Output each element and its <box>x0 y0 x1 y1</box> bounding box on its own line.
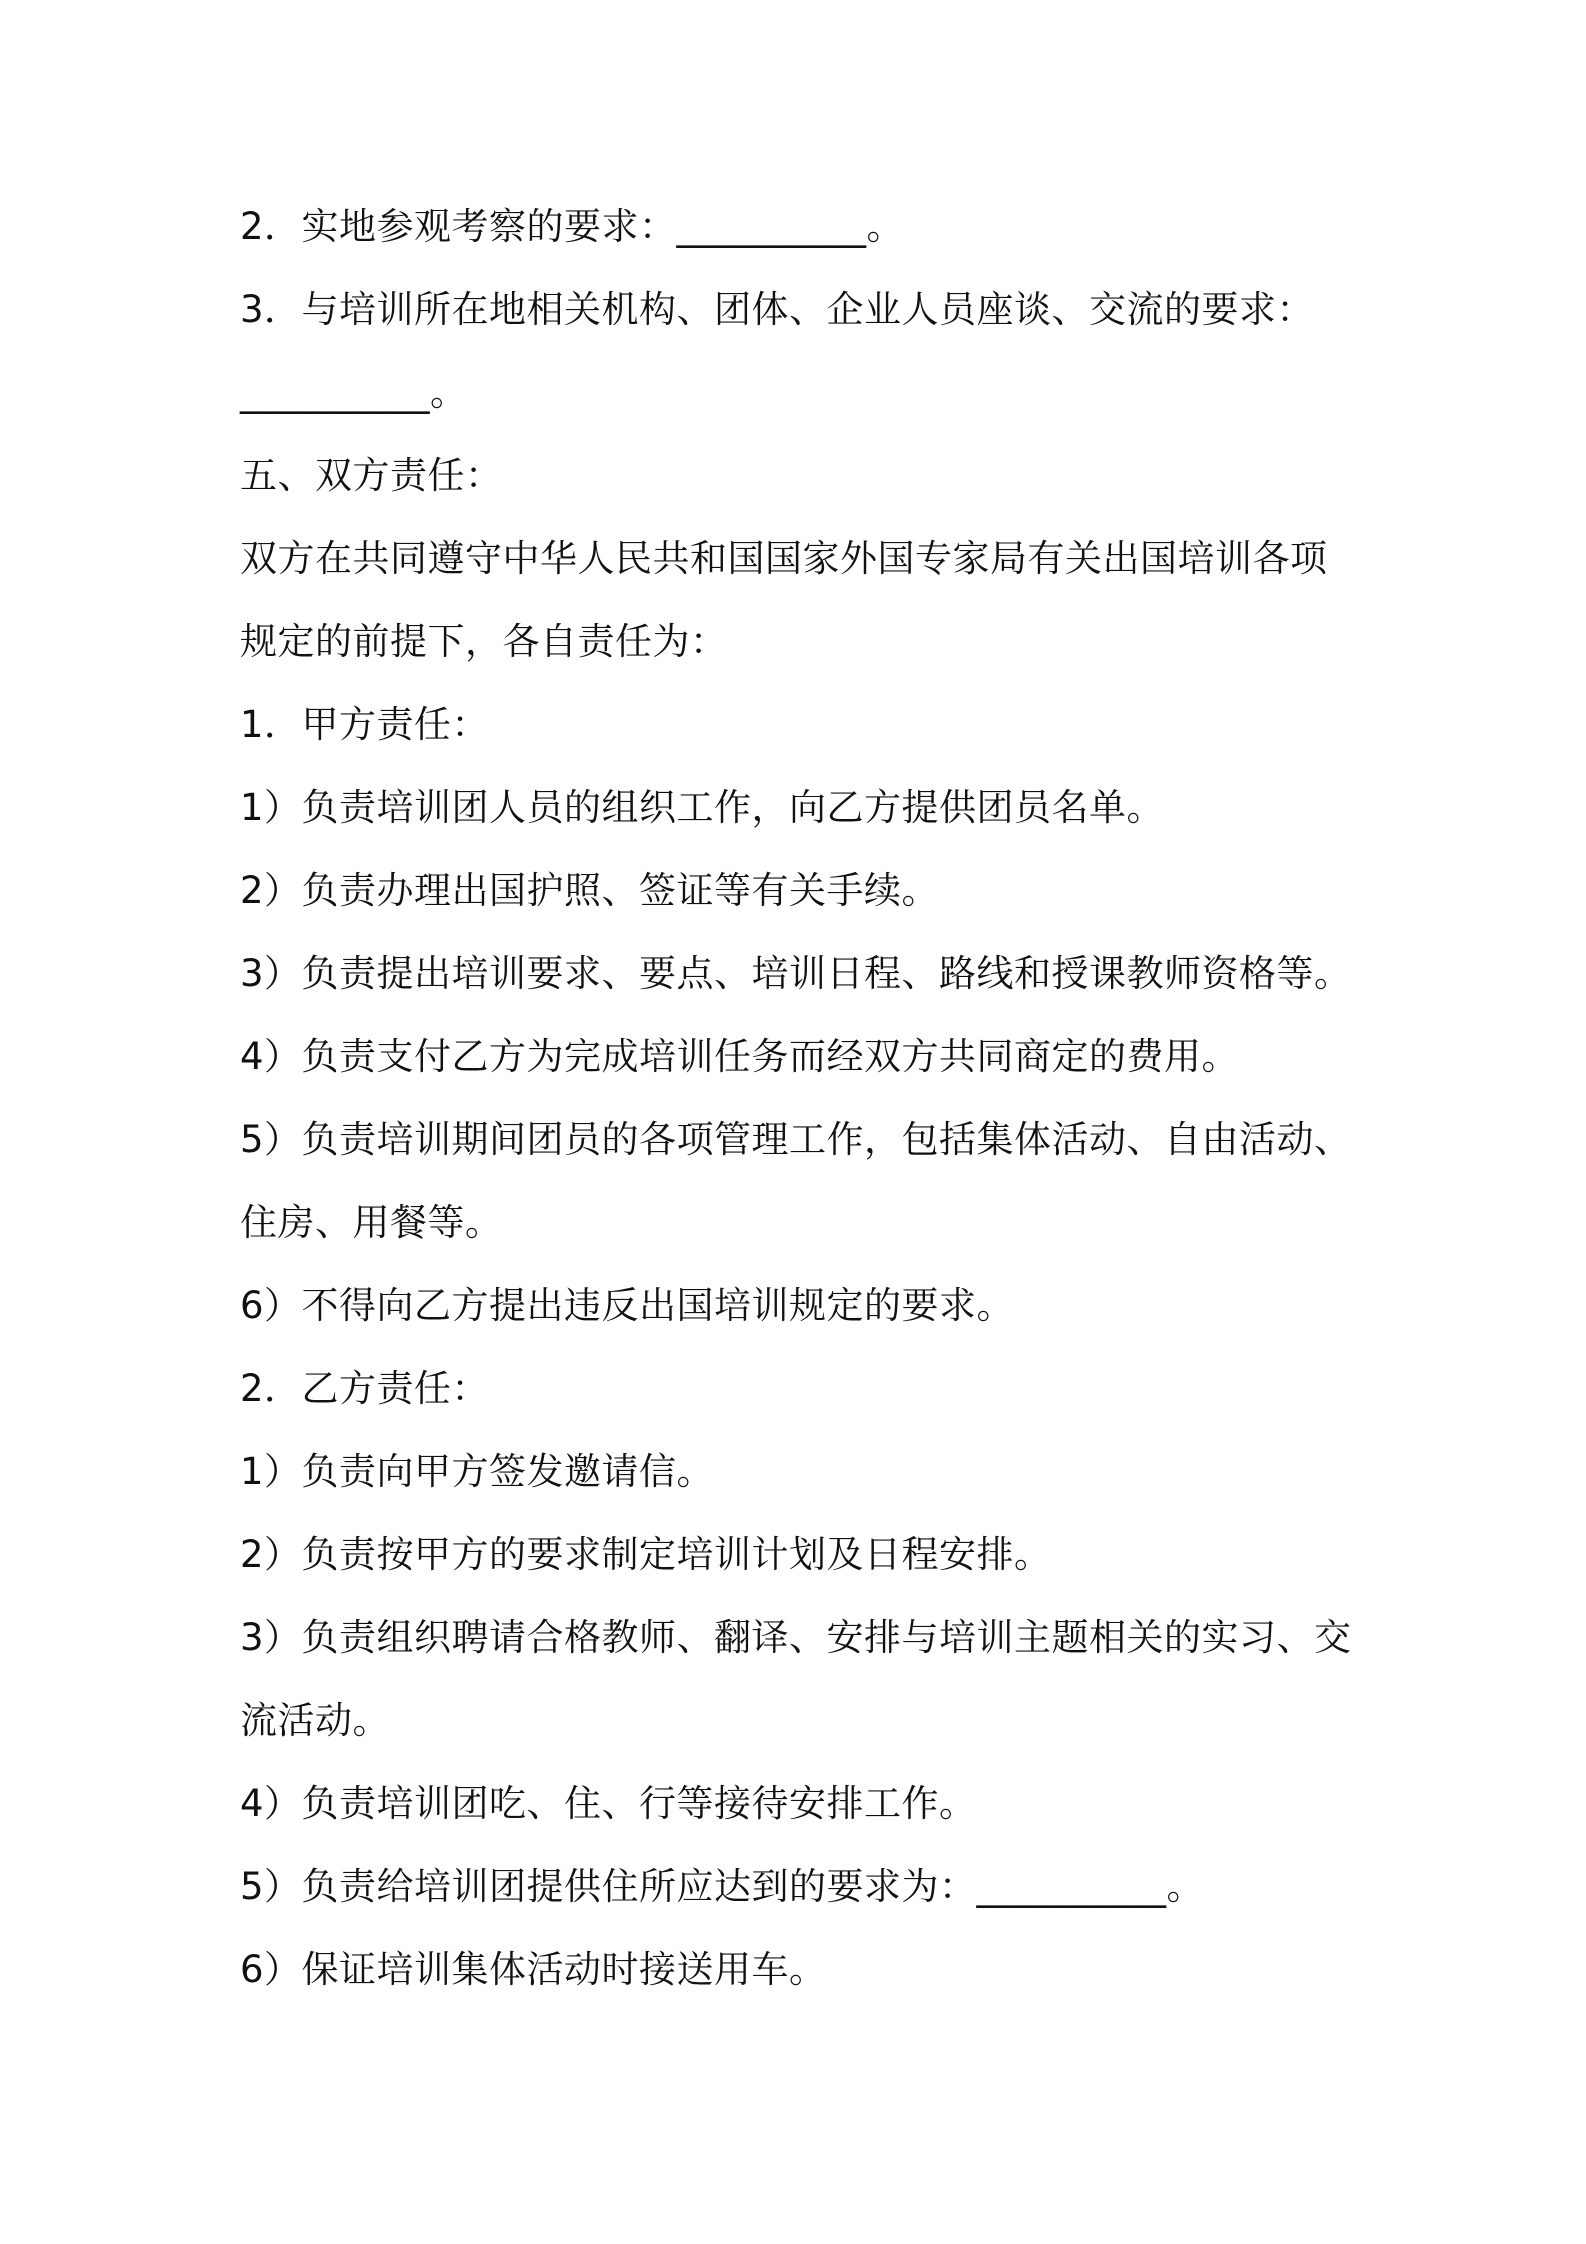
party-b-item-3-cont: 流活动。 <box>240 1699 390 1742</box>
subheading-party-a: 1．甲方责任： <box>240 703 490 746</box>
text-line-site-visit: 2．实地参观考察的要求：__________。 <box>240 205 905 248</box>
party-b-item-5: 5）负责给培训团提供住所应达到的要求为：__________。 <box>240 1865 1205 1908</box>
party-a-item-6: 6）不得向乙方提出违反出国培训规定的要求。 <box>240 1284 1015 1327</box>
text-line-intro-2: 规定的前提下，各自责任为： <box>240 620 728 663</box>
party-a-item-1: 1）负责培训团人员的组织工作，向乙方提供团员名单。 <box>240 786 1165 829</box>
text-line-exchange-requirement: 3．与培训所在地相关机构、团体、企业人员座谈、交流的要求： <box>240 288 1315 331</box>
party-b-item-6: 6）保证培训集体活动时接送用车。 <box>240 1948 827 1991</box>
text-line-intro-1: 双方在共同遵守中华人民共和国国家外国专家局有关出国培训各项 <box>240 537 1328 580</box>
party-b-item-4: 4）负责培训团吃、住、行等接待安排工作。 <box>240 1782 977 1825</box>
party-b-item-3: 3）负责组织聘请合格教师、翻译、安排与培训主题相关的实习、交 <box>240 1616 1352 1659</box>
party-a-item-3: 3）负责提出培训要求、要点、培训日程、路线和授课教师资格等。 <box>240 952 1352 995</box>
party-b-item-2: 2）负责按甲方的要求制定培训计划及日程安排。 <box>240 1533 1052 1576</box>
party-a-item-2: 2）负责办理出国护照、签证等有关手续。 <box>240 869 940 912</box>
text-line-blank-fill: __________。 <box>240 371 468 414</box>
party-a-item-5: 5）负责培训期间团员的各项管理工作，包括集体活动、自由活动、 <box>240 1118 1352 1161</box>
section-heading-responsibilities: 五、双方责任： <box>240 454 503 497</box>
subheading-party-b: 2．乙方责任： <box>240 1367 490 1410</box>
party-a-item-4: 4）负责支付乙方为完成培训任务而经双方共同商定的费用。 <box>240 1035 1240 1078</box>
party-a-item-5-cont: 住房、用餐等。 <box>240 1201 503 1244</box>
party-b-item-1: 1）负责向甲方签发邀请信。 <box>240 1450 715 1493</box>
